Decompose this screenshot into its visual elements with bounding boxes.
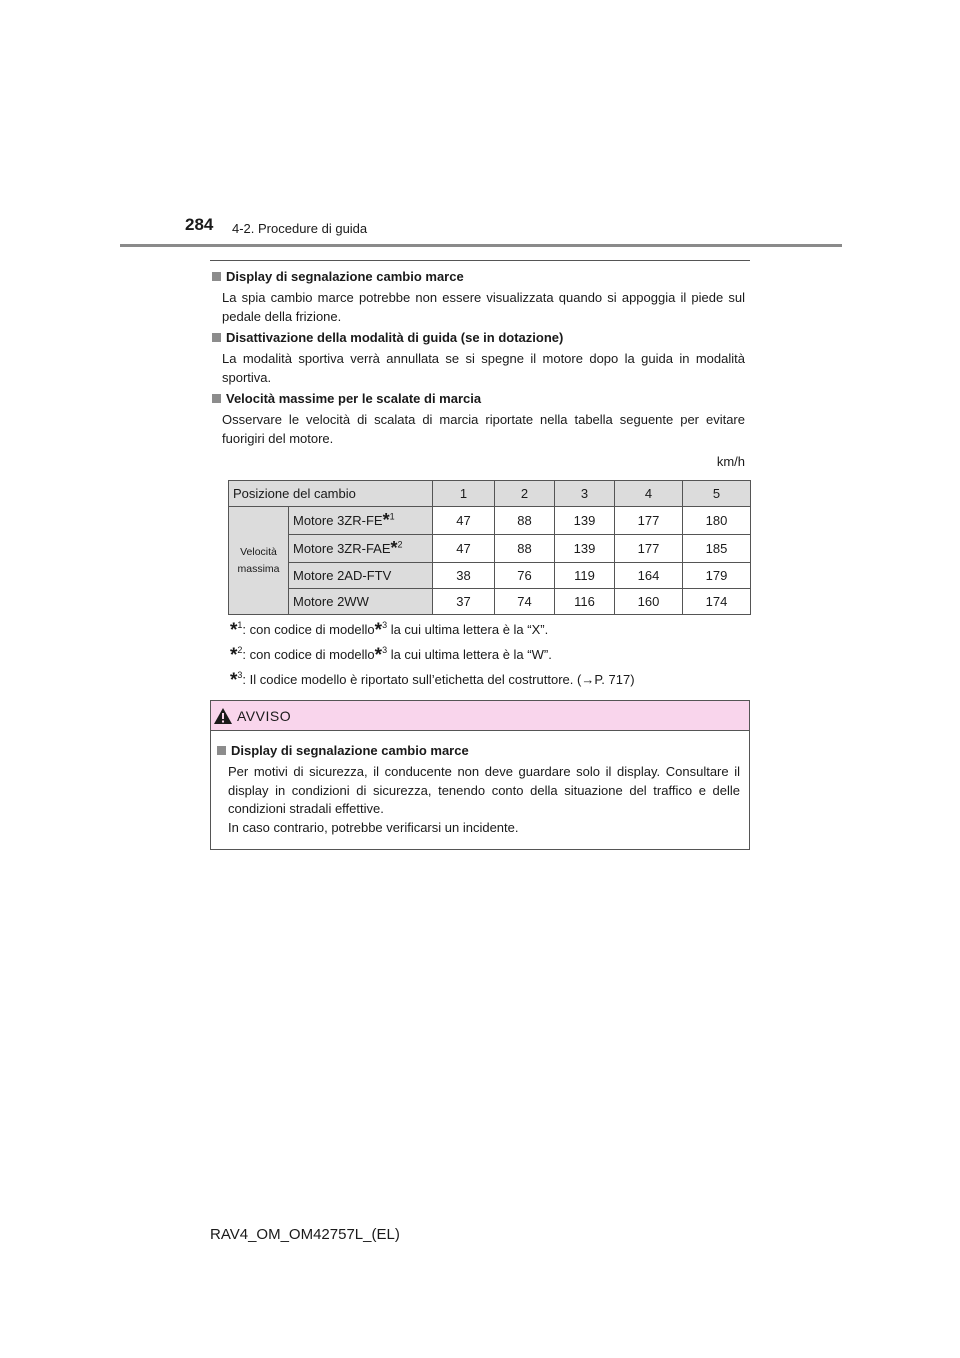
table-header-row xyxy=(229,481,751,507)
table-cell: 76 xyxy=(495,563,555,589)
table-cell: 164 xyxy=(615,563,683,589)
footer-doc-code: RAV4_OM_OM42757L_(EL) xyxy=(210,1226,400,1243)
table-row xyxy=(229,563,751,589)
section-heading: Disattivazione della modalità di guida (se in dotazione) xyxy=(212,330,563,345)
table-cell: 88 xyxy=(495,535,555,563)
warning-heading: Display di segnalazione cambio marce xyxy=(217,743,469,758)
square-bullet-icon xyxy=(212,333,221,342)
engine-label: Motore 3ZR-FE*$^1$ xyxy=(289,507,433,535)
warning-header xyxy=(211,701,749,731)
warning-triangle-icon xyxy=(213,707,233,725)
content-divider xyxy=(210,260,750,261)
footnote-star-icon: * xyxy=(390,538,398,558)
footnote-star-icon: * xyxy=(230,620,238,641)
table-cell: 177 xyxy=(615,507,683,535)
footnote-star-icon: * xyxy=(230,645,238,666)
section-text: La modalità sportiva verrà annullata se si spegne il motore dopo la guida in modalità sportiva. xyxy=(222,351,745,385)
table-row xyxy=(229,507,751,535)
square-bullet-icon xyxy=(212,394,221,403)
table-cell: 47 xyxy=(433,535,495,563)
row-group-label: Velocità massima xyxy=(229,507,289,615)
header-divider xyxy=(120,244,842,247)
footnote-star-icon: * xyxy=(382,510,390,530)
warning-title: AVVISO xyxy=(237,708,292,724)
square-bullet-icon xyxy=(212,272,221,281)
table-cell: 116 xyxy=(555,589,615,615)
section-title: 4-2. Procedure di guida xyxy=(232,221,368,236)
footnote-star-icon: * xyxy=(374,645,383,666)
footnote-star-icon: * xyxy=(230,670,238,691)
table-cell: 179 xyxy=(683,563,751,589)
section-heading: Velocità massime per le scalate di marcia xyxy=(212,391,481,406)
engine-label: Motore 2AD-FTV xyxy=(289,563,433,589)
table-cell: 74 xyxy=(495,589,555,615)
column-header: 2 xyxy=(495,481,555,507)
table-cell: 119 xyxy=(555,563,615,589)
column-header: 5 xyxy=(683,481,751,507)
table-cell: 185 xyxy=(683,535,751,563)
table-row xyxy=(229,535,751,563)
section-heading: Display di segnalazione cambio marce xyxy=(212,269,464,284)
engine-label: Motore 3ZR-FAE*$^2$ xyxy=(289,535,433,563)
footnote: *$^1$: con codice di modello*$^3$ la cui ultima lettera è la “X”. xyxy=(230,620,549,641)
column-header: 1 xyxy=(433,481,495,507)
section-text: La spia cambio marce potrebbe non essere visualizzata quando si appoggia il piede sul pedale della frizione. xyxy=(222,290,745,324)
table-cell: 174 xyxy=(683,589,751,615)
column-header: 4 xyxy=(615,481,683,507)
page-number: 284 xyxy=(185,215,214,234)
table-cell: 38 xyxy=(433,563,495,589)
square-bullet-icon xyxy=(217,746,226,755)
table-cell: 177 xyxy=(615,535,683,563)
table-row xyxy=(229,589,751,615)
table-header-label: Posizione del cambio xyxy=(229,481,433,507)
table-cell: 47 xyxy=(433,507,495,535)
table-cell: 37 xyxy=(433,589,495,615)
section-text: Osservare le velocità di scalata di marcia riportate nella tabella seguente per evitare fuorigiri del motore. xyxy=(222,412,745,446)
table-cell: 160 xyxy=(615,589,683,615)
engine-label: Motore 2WW xyxy=(289,589,433,615)
footnote: *$^3$: Il codice modello è riportato sull’etichetta del costruttore. (→P. 717) xyxy=(230,670,635,691)
arrow-right-icon: → xyxy=(581,672,595,687)
table-cell: 139 xyxy=(555,507,615,535)
column-header: 3 xyxy=(555,481,615,507)
footnote: *$^2$: con codice di modello*$^3$ la cui ultima lettera è la “W”. xyxy=(230,645,552,666)
table-cell: 88 xyxy=(495,507,555,535)
warning-text: Per motivi di sicurezza, il conducente non deve guardare solo il display. Consultare il display in condizioni di sicurezza, tenendo conto della situazione del traffico e delle condizioni stradali effettive. In caso contrario, potrebbe verificarsi un incidente. xyxy=(228,764,740,835)
warning-box xyxy=(210,700,750,850)
speed-table xyxy=(228,480,751,615)
footnote-star-icon: * xyxy=(374,620,383,641)
table-cell: 139 xyxy=(555,535,615,563)
unit-label: km/h xyxy=(716,454,745,469)
table-cell: 180 xyxy=(683,507,751,535)
